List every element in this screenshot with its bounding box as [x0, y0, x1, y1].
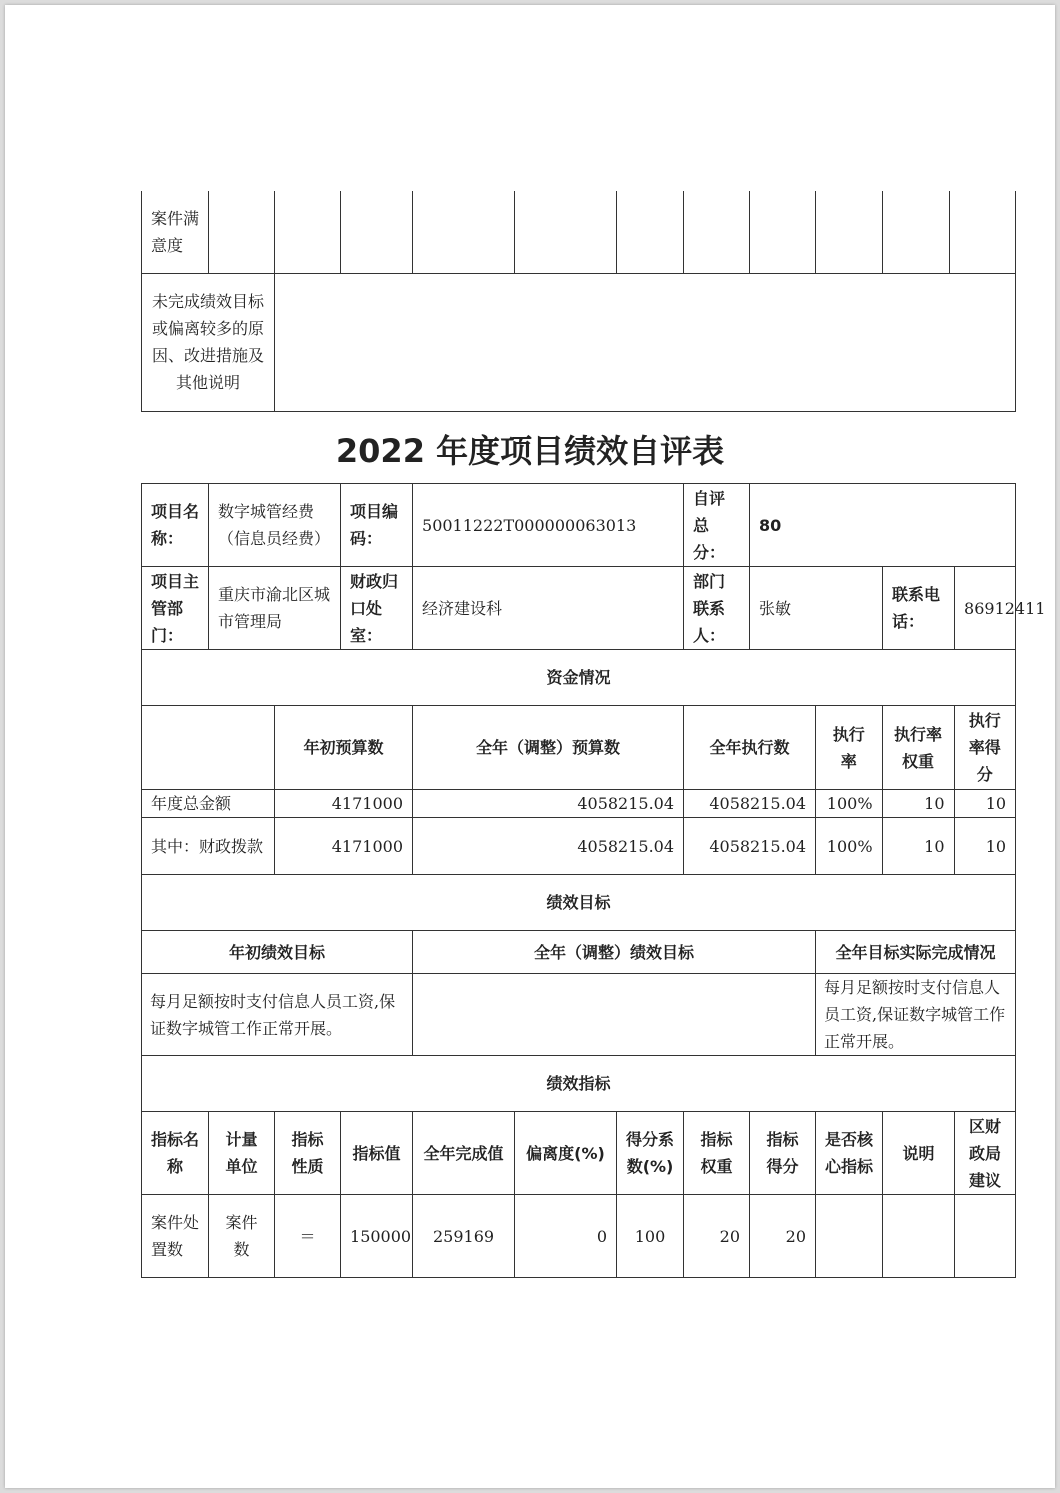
indicator-advice	[955, 1195, 1016, 1278]
prev-table	[141, 191, 1016, 412]
project-name: 数字城管经费（信息员经费）	[209, 484, 341, 567]
indicator-header: 计量单位	[209, 1112, 275, 1195]
table-row	[142, 1195, 1016, 1278]
funds-header: 执行率	[816, 706, 882, 789]
contact: 张敏	[750, 567, 883, 650]
goals-header: 全年目标实际完成情况	[816, 931, 1016, 974]
phone-label: 联系电话：	[883, 567, 955, 650]
funds-row-label: 其中：财政拨款	[142, 818, 275, 875]
page-title: 2022 年度项目绩效自评表	[335, 432, 725, 470]
indicator-header: 指标性质	[275, 1112, 341, 1195]
indicator-coef: 100	[617, 1195, 684, 1278]
goals-section-title: 绩效目标	[142, 875, 1016, 931]
project-code-label: 项目编码：	[341, 484, 413, 567]
funds-header: 全年（调整）预算数	[413, 706, 684, 790]
indicator-header: 指标名称	[142, 1112, 209, 1195]
funds-header-right	[816, 706, 1015, 789]
funds-executed: 4058215.04	[684, 790, 816, 818]
unfinished-label: 未完成绩效目标或偏离较多的原因、改进措施及其他说明	[142, 273, 275, 411]
funds-score: 10	[985, 836, 1007, 856]
indicator-core	[816, 1195, 883, 1278]
funds-section-title: 资金情况	[142, 650, 1016, 706]
goals-header: 全年（调整）绩效目标	[413, 931, 816, 974]
funds-row-label: 年度总金额	[142, 790, 275, 818]
indicator-deviation: 0	[515, 1195, 617, 1278]
funds-rate: 100%	[816, 818, 882, 874]
table-row	[142, 790, 1016, 818]
funds-initial: 4171000	[275, 790, 413, 818]
indicator-header: 区财政局建议	[955, 1112, 1016, 1195]
funds-rate: 100%	[816, 790, 882, 817]
finance-label: 财政归口处室：	[341, 567, 413, 650]
project-name-label: 项目名称：	[142, 484, 209, 567]
satisfaction-label: 案件满意度	[142, 191, 209, 273]
indicator-note	[883, 1195, 955, 1278]
funds-header: 年初预算数	[275, 706, 413, 790]
funds-adjusted: 4058215.04	[413, 818, 684, 875]
indicator-name: 案件处置数	[142, 1195, 209, 1278]
indicator-header: 说明	[883, 1112, 955, 1195]
funds-row-right	[816, 818, 1015, 874]
goals-initial: 每月足额按时支付信息人员工资,保证数字城管工作正常开展。	[142, 974, 413, 1056]
total-score: 80	[750, 484, 1016, 567]
indicator-header: 指标得分	[750, 1112, 816, 1195]
table-row	[142, 818, 1016, 875]
goals-header: 年初绩效目标	[142, 931, 413, 974]
indicator-header: 全年完成值	[413, 1112, 515, 1195]
funds-header: 执行率得分	[968, 711, 1001, 784]
indicator-header: 偏离度(%)	[515, 1112, 617, 1195]
project-code: 50011222T000000063013	[413, 484, 684, 567]
document-page	[5, 5, 1055, 1488]
indicator-score: 20	[750, 1195, 816, 1278]
indicator-nature: ＝	[275, 1195, 341, 1278]
goals-adjusted	[413, 974, 816, 1056]
phone: 86912411	[955, 567, 1016, 650]
indicator-header: 得分系数(%)	[617, 1112, 684, 1195]
goals-actual: 每月足额按时支付信息人员工资,保证数字城管工作正常开展。	[816, 974, 1016, 1056]
dept: 重庆市渝北区城市管理局	[209, 567, 341, 650]
indicator-actual: 259169	[413, 1195, 515, 1278]
finance: 经济建设科	[413, 567, 684, 650]
indicator-header: 指标值	[341, 1112, 413, 1195]
indicator-weight: 20	[684, 1195, 750, 1278]
indicator-header: 是否核心指标	[816, 1112, 883, 1195]
funds-header: 执行率权重	[882, 706, 954, 789]
indicator-header: 指标权重	[684, 1112, 750, 1195]
funds-executed: 4058215.04	[684, 818, 816, 875]
funds-score: 10	[985, 794, 1007, 813]
indicators-section-title: 绩效指标	[142, 1056, 1016, 1112]
funds-adjusted: 4058215.04	[413, 790, 684, 818]
contact-label: 部门联系人：	[684, 567, 750, 650]
dept-label: 项目主管部门：	[142, 567, 209, 650]
total-score-label: 自评总分：	[684, 484, 750, 567]
main-table	[141, 483, 1046, 1278]
funds-header: 全年执行数	[684, 706, 816, 790]
funds-weight: 10	[882, 818, 954, 874]
indicator-unit: 案件数	[209, 1195, 275, 1278]
funds-initial: 4171000	[275, 818, 413, 875]
indicator-target: 150000	[341, 1195, 413, 1278]
funds-weight: 10	[882, 790, 954, 817]
funds-row-right	[816, 790, 1015, 817]
